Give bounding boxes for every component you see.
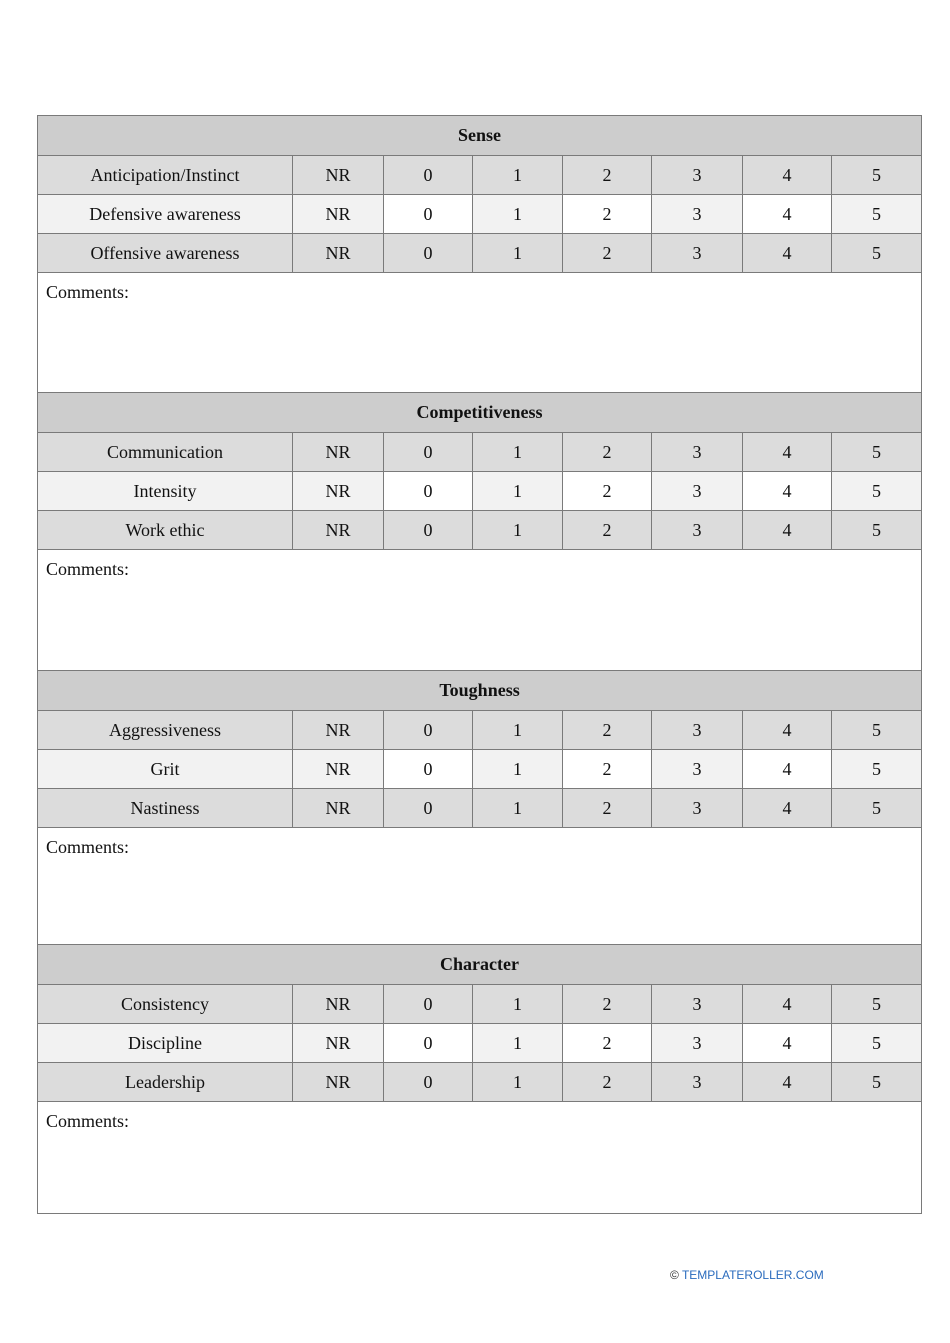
rating-row	[38, 1063, 922, 1102]
rating-option[interactable]: 2	[563, 789, 652, 828]
comments-field[interactable]	[38, 828, 922, 945]
rating-option[interactable]: NR	[293, 472, 384, 511]
rating-row	[38, 1024, 922, 1063]
rating-row	[38, 433, 922, 472]
rating-option[interactable]: 2	[563, 472, 652, 511]
criterion-label: Discipline	[38, 1024, 293, 1063]
rating-option[interactable]: 4	[743, 1024, 832, 1063]
rating-option[interactable]: 5	[832, 195, 922, 234]
rating-option[interactable]: 4	[743, 472, 832, 511]
rating-option[interactable]: 1	[473, 156, 563, 195]
rating-option[interactable]: 1	[473, 234, 563, 273]
criterion-label: Work ethic	[38, 511, 293, 550]
rating-option[interactable]: 4	[743, 195, 832, 234]
comments-label: Comments:	[46, 559, 130, 579]
rating-option[interactable]: 1	[473, 195, 563, 234]
criterion-label: Consistency	[38, 985, 293, 1024]
rating-option[interactable]: 2	[563, 511, 652, 550]
rating-option[interactable]: 0	[384, 789, 473, 828]
rating-option[interactable]: 1	[473, 711, 563, 750]
rating-row	[38, 195, 922, 234]
rating-option[interactable]: 4	[743, 1063, 832, 1102]
rating-option[interactable]: 5	[832, 156, 922, 195]
rating-option[interactable]: 1	[473, 789, 563, 828]
rating-option[interactable]: 3	[652, 234, 743, 273]
rating-option[interactable]: 5	[832, 234, 922, 273]
comments-field[interactable]	[38, 550, 922, 671]
rating-option[interactable]: 1	[473, 1024, 563, 1063]
rating-option[interactable]: NR	[293, 433, 384, 472]
rating-option[interactable]: 5	[832, 750, 922, 789]
criterion-label: Defensive awareness	[38, 195, 293, 234]
footer-credit	[670, 1268, 824, 1282]
rating-option[interactable]: 5	[832, 711, 922, 750]
comments-label: Comments:	[46, 837, 130, 857]
rating-option[interactable]: 5	[832, 511, 922, 550]
criterion-label: Anticipation/Instinct	[38, 156, 293, 195]
rating-option[interactable]: 5	[832, 1024, 922, 1063]
criterion-label: Nastiness	[38, 789, 293, 828]
rating-option[interactable]: 2	[563, 195, 652, 234]
rating-option[interactable]: 0	[384, 156, 473, 195]
rating-option[interactable]: NR	[293, 711, 384, 750]
rating-option[interactable]: 1	[473, 472, 563, 511]
rating-option[interactable]: 2	[563, 1024, 652, 1063]
rating-option[interactable]: 0	[384, 1063, 473, 1102]
criterion-label: Leadership	[38, 1063, 293, 1102]
rating-option[interactable]: 4	[743, 511, 832, 550]
rating-option[interactable]: 3	[652, 789, 743, 828]
section-title: Toughness	[38, 671, 922, 711]
rating-option[interactable]: 2	[563, 433, 652, 472]
rating-option[interactable]: 5	[832, 472, 922, 511]
rating-option[interactable]: 3	[652, 156, 743, 195]
rating-option[interactable]: 5	[832, 1063, 922, 1102]
section-title: Character	[38, 945, 922, 985]
copyright-symbol: ©	[670, 1268, 679, 1282]
rating-option[interactable]: NR	[293, 156, 384, 195]
rating-option[interactable]: 0	[384, 711, 473, 750]
comments-row	[38, 550, 922, 671]
criterion-label: Intensity	[38, 472, 293, 511]
rating-option[interactable]: 5	[832, 789, 922, 828]
rating-option[interactable]: 3	[652, 711, 743, 750]
rating-option[interactable]: 0	[384, 1024, 473, 1063]
criterion-label: Offensive awareness	[38, 234, 293, 273]
rating-option[interactable]: 1	[473, 750, 563, 789]
comments-field[interactable]	[38, 273, 922, 393]
rating-option[interactable]: 4	[743, 985, 832, 1024]
criterion-label: Grit	[38, 750, 293, 789]
criterion-label: Communication	[38, 433, 293, 472]
rating-option[interactable]: 0	[384, 472, 473, 511]
rating-row	[38, 750, 922, 789]
section-header	[38, 393, 922, 433]
rating-row	[38, 234, 922, 273]
rating-option[interactable]: NR	[293, 985, 384, 1024]
rating-option[interactable]: 1	[473, 1063, 563, 1102]
rating-option[interactable]: 0	[384, 234, 473, 273]
rating-option[interactable]: 3	[652, 985, 743, 1024]
rating-option[interactable]: NR	[293, 511, 384, 550]
rating-option[interactable]: 3	[652, 750, 743, 789]
rating-option[interactable]: 4	[743, 711, 832, 750]
rating-option[interactable]: 3	[652, 195, 743, 234]
evaluation-table	[37, 115, 922, 1214]
section-title: Sense	[38, 116, 922, 156]
rating-option[interactable]: 2	[563, 234, 652, 273]
rating-option[interactable]: 0	[384, 985, 473, 1024]
rating-option[interactable]: 5	[832, 985, 922, 1024]
rating-row	[38, 985, 922, 1024]
rating-option[interactable]: 4	[743, 234, 832, 273]
section-header	[38, 671, 922, 711]
section-title: Competitiveness	[38, 393, 922, 433]
rating-option[interactable]: NR	[293, 1024, 384, 1063]
rating-row	[38, 472, 922, 511]
rating-option[interactable]: 5	[832, 433, 922, 472]
rating-option[interactable]: 1	[473, 985, 563, 1024]
rating-option[interactable]: 4	[743, 433, 832, 472]
rating-option[interactable]: 3	[652, 433, 743, 472]
comments-row	[38, 1102, 922, 1214]
rating-option[interactable]: 3	[652, 1063, 743, 1102]
rating-option[interactable]: NR	[293, 234, 384, 273]
rating-option[interactable]: 2	[563, 1063, 652, 1102]
rating-option[interactable]: NR	[293, 195, 384, 234]
rating-option[interactable]: 4	[743, 156, 832, 195]
rating-option[interactable]: 4	[743, 750, 832, 789]
rating-option[interactable]: 1	[473, 511, 563, 550]
rating-row	[38, 789, 922, 828]
rating-option[interactable]: 4	[743, 789, 832, 828]
rating-row	[38, 711, 922, 750]
rating-option[interactable]: 2	[563, 711, 652, 750]
rating-option[interactable]: 3	[652, 511, 743, 550]
criterion-label: Aggressiveness	[38, 711, 293, 750]
comments-field[interactable]	[38, 1102, 922, 1214]
comments-row	[38, 828, 922, 945]
section-header	[38, 116, 922, 156]
rating-option[interactable]: 2	[563, 156, 652, 195]
brand-link[interactable]: TEMPLATEROLLER.COM	[681, 1268, 824, 1282]
comments-label: Comments:	[46, 1111, 130, 1131]
comments-label: Comments:	[46, 282, 130, 302]
rating-option[interactable]: 3	[652, 472, 743, 511]
rating-option[interactable]: NR	[293, 1063, 384, 1102]
rating-option[interactable]: 2	[563, 750, 652, 789]
rating-option[interactable]: 1	[473, 433, 563, 472]
comments-row	[38, 273, 922, 393]
rating-row	[38, 156, 922, 195]
rating-option[interactable]: 0	[384, 750, 473, 789]
rating-option[interactable]: 0	[384, 511, 473, 550]
rating-option[interactable]: 0	[384, 195, 473, 234]
rating-option[interactable]: 2	[563, 985, 652, 1024]
rating-option[interactable]: 0	[384, 433, 473, 472]
rating-row	[38, 511, 922, 550]
rating-option[interactable]: NR	[293, 750, 384, 789]
rating-option[interactable]: 3	[652, 1024, 743, 1063]
section-header	[38, 945, 922, 985]
rating-option[interactable]: NR	[293, 789, 384, 828]
